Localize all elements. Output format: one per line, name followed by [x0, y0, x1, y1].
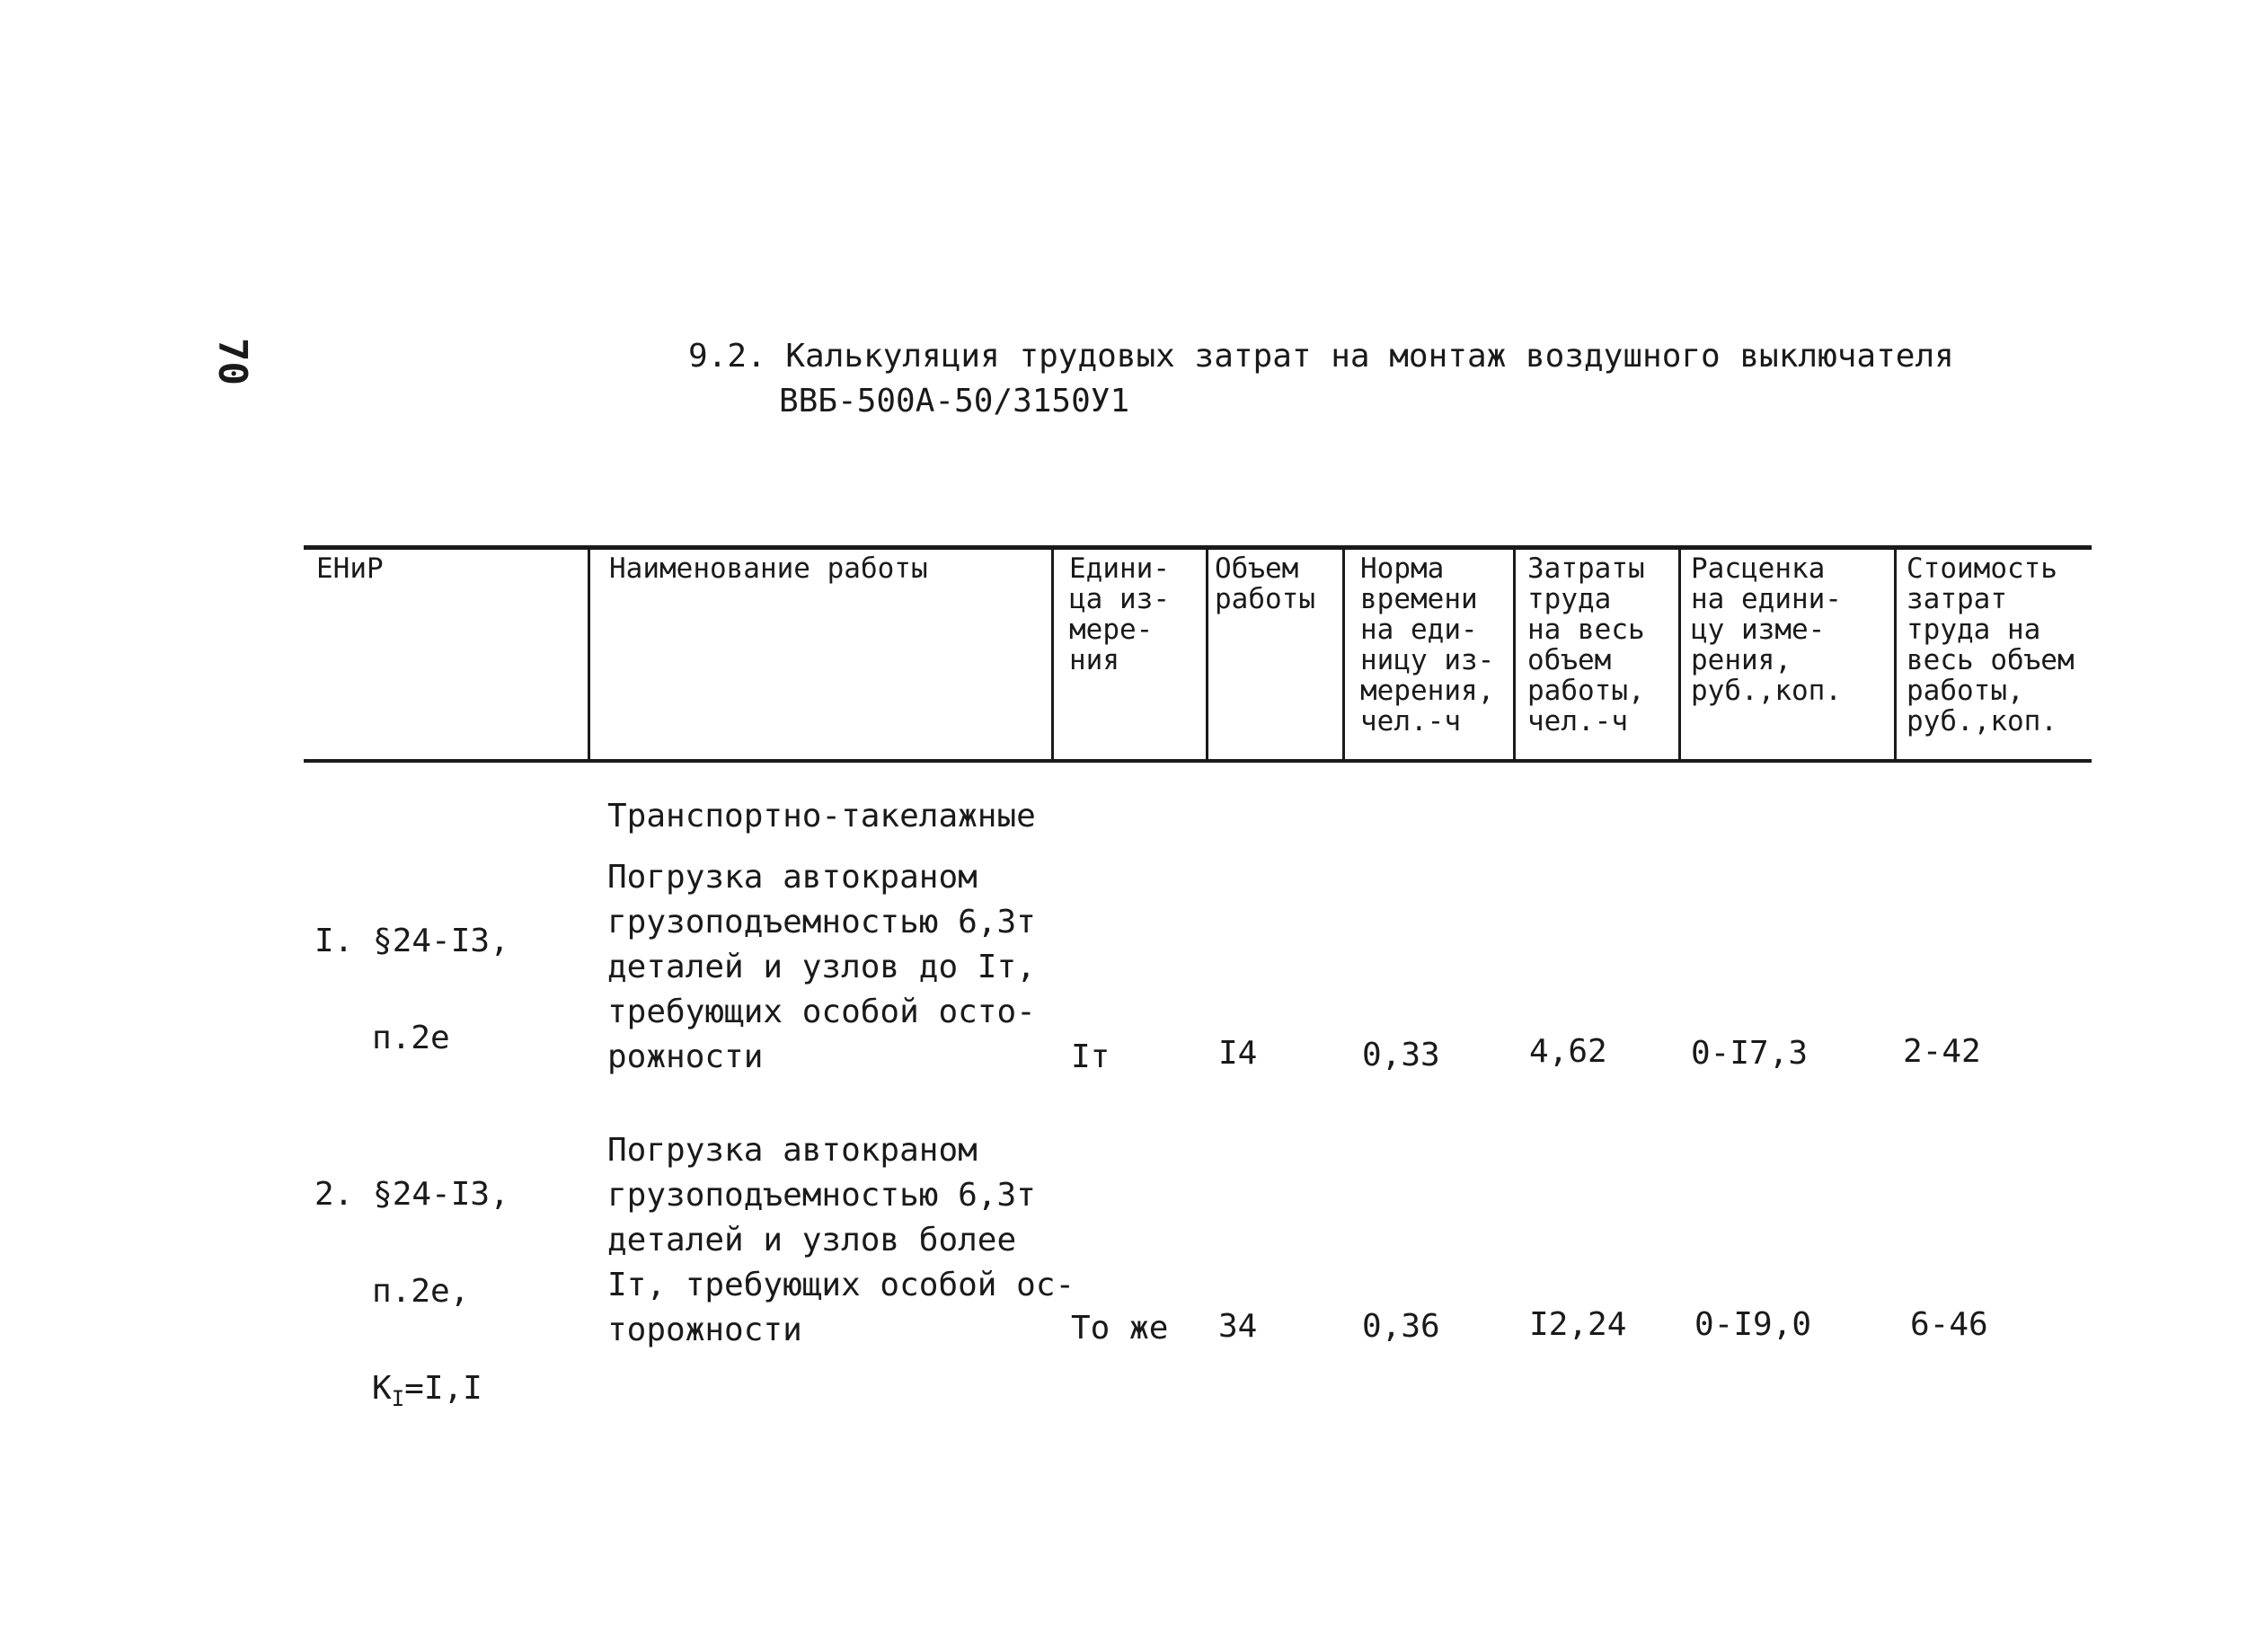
section-title: Транспортно-такелажные — [607, 798, 1036, 835]
column-divider — [1342, 548, 1345, 761]
column-divider — [1678, 548, 1681, 761]
row-1-enir — [314, 861, 509, 1087]
header-work-name: Наименование работы — [609, 552, 928, 585]
row-1-enir-line-1: I. §24-I3, — [314, 923, 509, 959]
row-2-coefficient-symbol: K — [372, 1370, 392, 1407]
row-2-rate: 0-I9,0 — [1694, 1306, 1812, 1343]
row-2-unit: То же — [1071, 1310, 1169, 1347]
row-1-enir-line-2: п.2е — [372, 1020, 450, 1056]
row-2-coefficient-value: =I,I — [404, 1370, 482, 1407]
row-2-coefficient-subscript: I — [391, 1386, 405, 1411]
header-volume: Объем работы — [1215, 552, 1315, 615]
row-2-work-name: Погрузка автокраном грузоподъемностью 6,3т деталей и узлов более Iт, требующих особой ос- торожности — [607, 1132, 1075, 1348]
row-2-time-norm: 0,36 — [1362, 1308, 1440, 1345]
header-labor-total: Затраты труда на весь объем работы, чел.-ч — [1527, 552, 1645, 738]
title-line-2: ВВБ-500А-50/3150У1 — [779, 383, 1130, 420]
header-rate: Расценка на едини- цу изме- рения, руб.,коп. — [1691, 552, 1842, 707]
row-1-cost: 2-42 — [1903, 1033, 1981, 1070]
column-divider — [1513, 548, 1516, 761]
header-time-norm: Норма времени на еди- ницу из- мерения, чел.-ч — [1360, 552, 1495, 738]
table-header-bottom-rule — [304, 759, 2092, 763]
row-2-labor-total: I2,24 — [1529, 1306, 1627, 1343]
column-divider — [588, 548, 590, 761]
column-divider — [1894, 548, 1897, 761]
row-2-volume: 34 — [1218, 1308, 1258, 1345]
row-2-enir-line-3 — [314, 1370, 509, 1415]
document-title — [688, 334, 1954, 424]
header-enir: ЕНиР — [316, 552, 384, 585]
header-cost: Стоимость затрат труда на весь объем работы, руб.,коп. — [1907, 552, 2075, 738]
row-2-enir-line-2: п.2е, — [372, 1273, 470, 1310]
title-line-1: 9.2. Калькуляция трудовых затрат на монтаж воздушного выключателя — [688, 338, 1954, 375]
row-1-work-name: Погрузка автокраном грузоподъемностью 6,3т деталей и узлов до Iт, требующих особой осто- рожности — [607, 859, 1036, 1075]
column-divider — [1206, 548, 1208, 761]
table-top-rule — [304, 545, 2092, 550]
row-1-unit: Iт — [1071, 1038, 1110, 1075]
row-1-rate: 0-I7,3 — [1691, 1035, 1809, 1072]
header-unit: Едини- ца из- мере- ния — [1069, 552, 1170, 676]
column-divider — [1051, 548, 1054, 761]
row-1-volume: I4 — [1218, 1035, 1258, 1072]
row-2-cost: 6-46 — [1910, 1306, 1988, 1343]
page-number: 70 — [209, 338, 255, 385]
row-1-labor-total: 4,62 — [1529, 1033, 1607, 1070]
row-1-time-norm: 0,33 — [1362, 1037, 1440, 1073]
row-2-enir — [314, 1114, 509, 1447]
row-2-enir-line-1: 2. §24-I3, — [314, 1176, 509, 1213]
